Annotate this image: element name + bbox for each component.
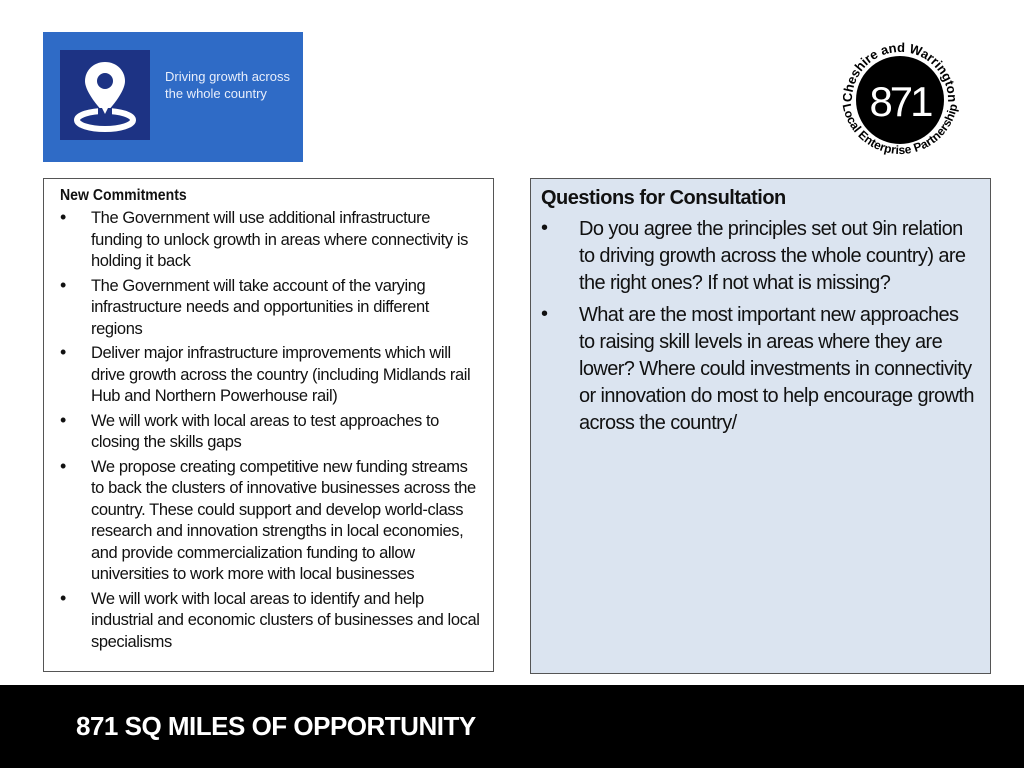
location-pin-icon: [60, 50, 150, 140]
growth-banner: [43, 32, 303, 162]
footer-bar: [0, 685, 1024, 768]
commitment-item: • The Government will take account of the varying infrastructure needs and opportunities in different regions: [60, 276, 481, 341]
commitments-list: [60, 208, 481, 653]
questions-list: [541, 216, 976, 437]
commitments-box: [43, 178, 494, 672]
questions-title: Questions for Consultation: [541, 187, 786, 209]
logo-center-text: 871: [869, 78, 931, 125]
question-item: • Do you agree the principles set out 9in relation to driving growth across the whole country) are the right ones? If not what is missing?: [541, 216, 976, 297]
logo-top-text: Cheshire and Warrington: [839, 39, 961, 103]
commitment-item: • Deliver major infrastructure improvements which will drive growth across the country (including Midlands rail Hub and Northern Powerhouse rail): [60, 343, 481, 408]
questions-box: [530, 178, 991, 674]
commitment-item: • We propose creating competitive new funding streams to back the clusters of innovative businesses across the country. These could support and develop world-class research and innovation strengths in local economies, and provide commercialization funding to allow universities to work more with local businesses: [60, 457, 481, 586]
commitment-item: • We will work with local areas to identify and help industrial and economic clusters of businesses and local specialisms: [60, 589, 481, 654]
commitment-item: • The Government will use additional infrastructure funding to unlock growth in areas where connectivity is holding it back: [60, 208, 481, 273]
banner-text: Driving growth across the whole country: [165, 69, 290, 101]
commitment-item: • We will work with local areas to test approaches to closing the skills gaps: [60, 411, 481, 454]
question-item: • What are the most important new approaches to raising skill levels in areas where they are lower? Where could investments in connectivity or innovation do most to help encourage growth across the country/: [541, 302, 976, 437]
pin-icon-box: [60, 50, 150, 140]
logo-bottom-text: Local Enterprise Partnership: [839, 102, 961, 158]
commitments-title: New Commitments: [60, 187, 187, 204]
lep-logo: [830, 30, 970, 170]
footer-tagline: 871 SQ MILES OF OPPORTUNITY: [76, 711, 476, 741]
